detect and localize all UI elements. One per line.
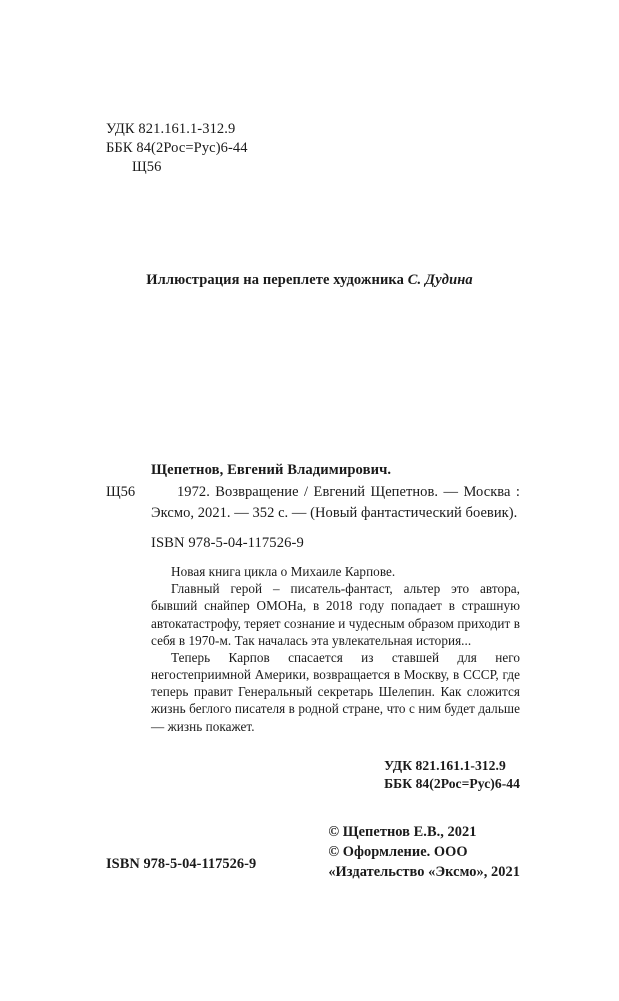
record-cipher: Щ56 bbox=[106, 484, 136, 500]
annotation-block bbox=[151, 563, 520, 735]
illustrator-name: С. Дудина bbox=[407, 272, 473, 288]
annotation-paragraph: Главный герой – писатель-фантаст, альтер это автора, бывший снайпер ОМОНа, в 2018 году попадает в страшную автокатастрофу, теряет сознание и чудесным образом приходит в себя в 1970-м. Так началась эта увлекательная история... bbox=[151, 581, 520, 648]
copyright-publisher: «Издательство «Эксмо», 2021 bbox=[328, 864, 520, 881]
copyright-design: © Оформление. ООО bbox=[328, 844, 468, 861]
illustrator-credit bbox=[0, 272, 619, 289]
annotation-paragraph: Новая книга цикла о Михаиле Карпове. bbox=[171, 564, 396, 580]
author-cipher: Щ56 bbox=[132, 159, 162, 176]
record-author: Щепетнов, Евгений Владимирович. bbox=[151, 462, 392, 478]
copyright-author: © Щепетнов Е.В., 2021 bbox=[328, 824, 477, 840]
record-description-row bbox=[106, 482, 520, 523]
bbk-code-bottom: ББК 84(2Рос=Рус)6-44 bbox=[384, 776, 520, 792]
copyright-block bbox=[328, 822, 520, 882]
classification-block bbox=[106, 120, 248, 177]
record-description: 1972. Возвращение / Евгений Щепетнов. — Москва : Эксмо, 2021. — 352 с. — (Новый фантастический боевик). bbox=[151, 484, 520, 521]
illustrator-credit-prefix: Иллюстрация на переплете художника bbox=[146, 272, 408, 288]
udk-code: УДК 821.161.1-312.9 bbox=[106, 121, 236, 137]
classification-block-bottom bbox=[384, 757, 520, 793]
udk-code-bottom: УДК 821.161.1-312.9 bbox=[384, 758, 506, 773]
isbn-bottom: ISBN 978-5-04-117526-9 bbox=[106, 856, 257, 872]
isbn-main: ISBN 978-5-04-117526-9 bbox=[151, 535, 304, 552]
bibliographic-record bbox=[106, 462, 520, 735]
bbk-code: ББК 84(2Рос=Рус)6-44 bbox=[106, 140, 248, 157]
annotation-paragraph: Теперь Карпов спасается из ставшей для него негостеприимной Америки, возвращается в Москву, в СССР, где теперь правит Генеральный секретарь Шелепин. Как сложится жизнь беглого писателя в родной стране, что с ним будет дальше — жизнь покажет. bbox=[151, 649, 520, 734]
